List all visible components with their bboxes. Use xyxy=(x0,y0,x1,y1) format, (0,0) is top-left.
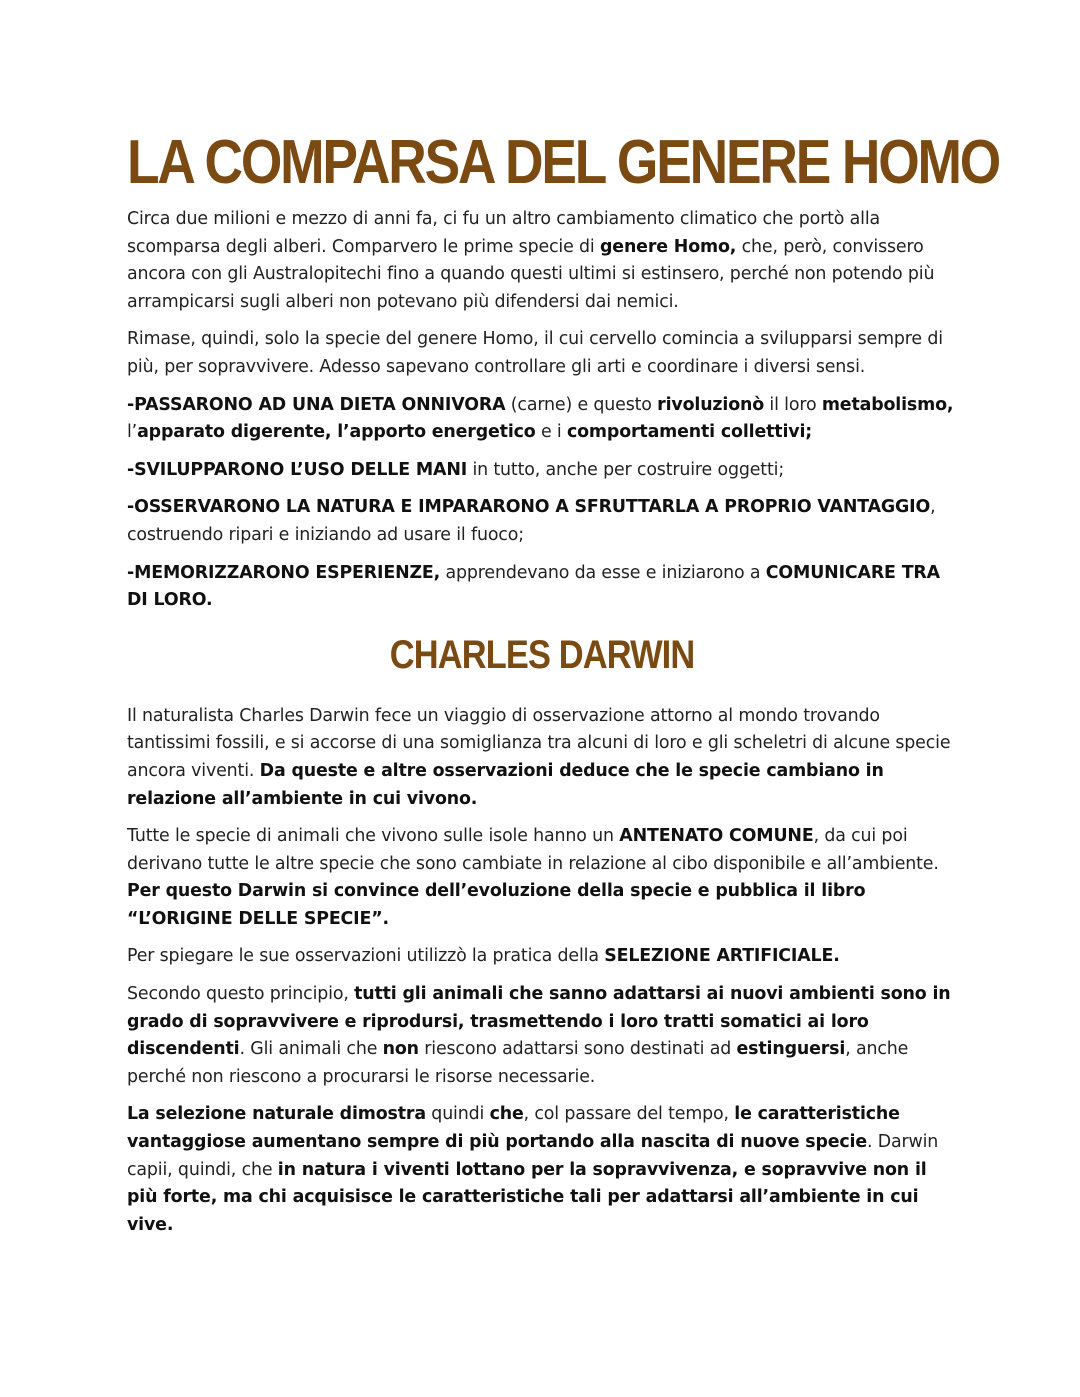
darwin-paragraph-5: La selezione naturale dimostra quindi che, col passare del tempo, le caratteristiche vantaggiose aumentano sempre di più portando alla nascita di nuove specie. Darwin capii, quindi, che in natura i viventi lottano per la sopravvivenza, e sopravvive non il più forte, ma chi acquisisce le caratteristiche tali per adattarsi all’ambiente in cui vive. xyxy=(127,1104,939,1235)
darwin-paragraph-3: Per spiegare le sue osservazioni utilizzò la pratica della SELEZIONE ARTIFICIALE. xyxy=(127,946,840,967)
point-diet: -PASSARONO AD UNA DIETA ONNIVORA (carne) e questo rivoluzionò il loro metabolismo, l’apparato digerente, l’apporto energetico e i comportamenti collettivi; xyxy=(127,394,954,443)
page-title: LA COMPARSA DEL GENERE HOMO xyxy=(127,128,1000,197)
document-page xyxy=(127,128,1000,1249)
darwin-paragraph-2: Tutte le specie di animali che vivono sulle isole hanno un ANTENATO COMUNE, da cui poi derivano tutte le altre specie che sono cambiate in relazione al cibo disponibile e all’ambiente. Per questo Darwin si convince dell’evoluzione della specie e pubblica il libro “L’ORIGINE DELLE SPECIE”. xyxy=(127,826,939,929)
section-title-darwin: CHARLES DARWIN xyxy=(389,632,695,677)
darwin-paragraph-4: Secondo questo principio, tutti gli animali che sanno adattarsi ai nuovi ambienti sono in grado di sopravvivere e riprodursi, trasmettendo i loro tratti somatici ai loro discendenti. Gli animali che non riescono adattarsi sono destinati ad estinguersi, anche perché non riescono a procurarsi le risorse necessarie. xyxy=(127,984,951,1087)
point-memory: -MEMORIZZARONO ESPERIENZE, apprendevano da esse e iniziarono a COMUNICARE TRA DI LORO. xyxy=(127,562,940,611)
intro-paragraph-1: Circa due milioni e mezzo di anni fa, ci fu un altro cambiamento climatico che portò alla scomparsa degli alberi. Comparvero le prime specie di genere Homo, che, però, convissero ancora con gli Australopitechi fino a quando questi ultimi si estinsero, perché non potendo più arrampicarsi sugli alberi non potevano più difendersi dai nemici. xyxy=(127,209,935,312)
intro-paragraph-2: Rimase, quindi, solo la specie del genere Homo, il cui cervello comincia a svilupparsi sempre di più, per sopravvivere. Adesso sapevano controllare gli arti e coordinare i diversi sensi. xyxy=(127,329,943,377)
darwin-paragraph-1: Il naturalista Charles Darwin fece un viaggio di osservazione attorno al mondo trovando tantissimi fossili, e si accorse di una somiglianza tra alcuni di loro e gli scheletri di alcune specie ancora viventi. Da queste e altre osservazioni deduce che le specie cambiano in relazione all’ambiente in cui vivono. xyxy=(127,705,951,809)
point-nature: -OSSERVARONO LA NATURA E IMPARARONO A SFRUTTARLA A PROPRIO VANTAGGIO, costruendo ripari e iniziando ad usare il fuoco; xyxy=(127,497,936,545)
point-hands: -SVILUPPARONO L’USO DELLE MANI in tutto, anche per costruire oggetti; xyxy=(127,459,785,480)
